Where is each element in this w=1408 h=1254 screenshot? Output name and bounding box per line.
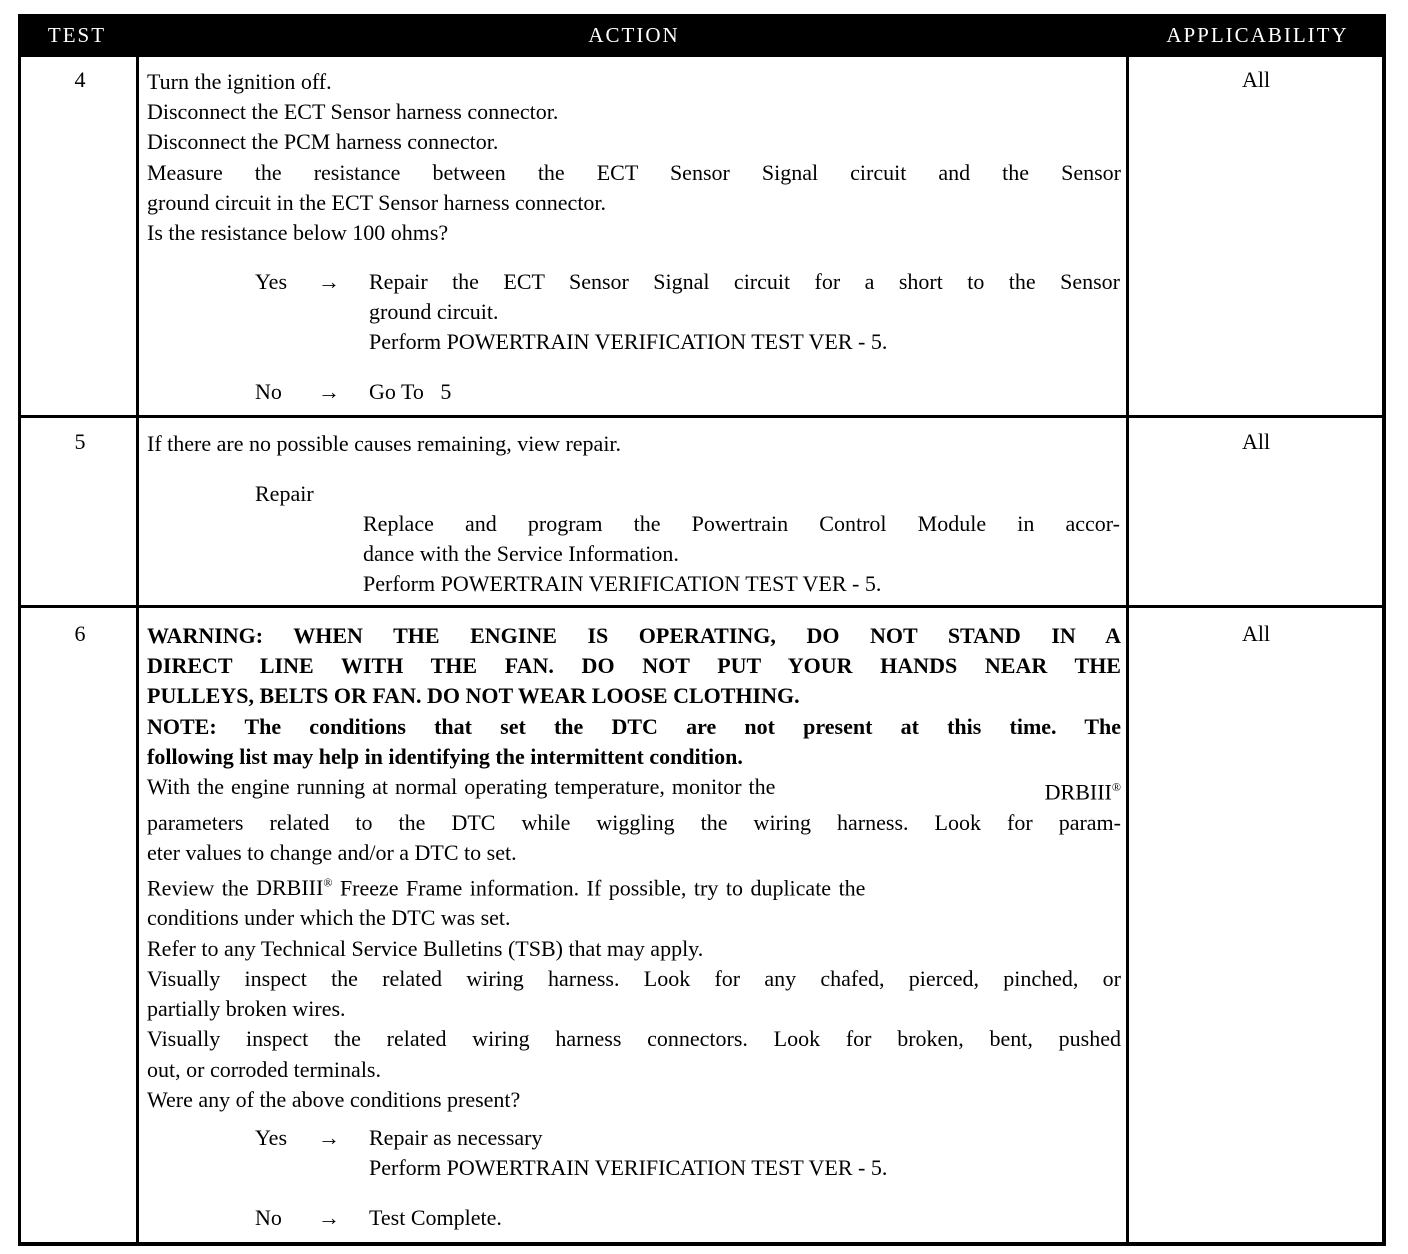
action-line: Disconnect the ECT Sensor harness connector. (147, 99, 559, 125)
arrow-icon: → (318, 269, 340, 294)
note-line: following list may help in identifying the intermittent condition. (147, 743, 743, 769)
action-line: Disconnect the PCM harness connector. (147, 129, 499, 155)
action-line: Review the DRBIII® Freeze Frame information. If possible, try to duplicate the (147, 875, 866, 901)
outcome-line: Perform POWERTRAIN VERIFICATION TEST VER - 5. (369, 329, 888, 355)
action-line: If there are no possible causes remaining, view repair. (147, 431, 622, 456)
outcome-line: Repair as necessary (369, 1125, 543, 1150)
applicability-value: All (1241, 67, 1271, 92)
action-text (147, 429, 1121, 459)
drbiii-term: DRBIII® (256, 875, 333, 901)
header-action: ACTION (588, 23, 680, 47)
test-number: 5 (74, 429, 86, 454)
outcome-line: ground circuit. (369, 299, 499, 325)
drbiii-term: DRBIII® (1044, 779, 1121, 805)
row-divider (18, 415, 1386, 418)
outcome-line: Replace and program the Powertrain Control Module in accor- (363, 511, 1120, 536)
outcome-line: dance with the Service Information. (363, 541, 679, 567)
header-applicability: APPLICABILITY (1166, 23, 1349, 47)
action-line: Turn the ignition off. (147, 69, 332, 94)
header-test: TEST (47, 23, 107, 47)
action-line: Visually inspect the related wiring harness connectors. Look for broken, bent, pushed (147, 1026, 1121, 1052)
action-line: partially broken wires. (147, 996, 346, 1022)
column-divider (1126, 14, 1129, 1246)
no-outcome: Go To 5 (369, 379, 452, 404)
no-label: No (255, 379, 282, 404)
repair-outcome (363, 509, 1120, 600)
action-line: ground circuit in the ECT Sensor harness connector. (147, 189, 607, 215)
test-number: 6 (74, 621, 86, 646)
yes-label: Yes (255, 269, 288, 294)
row-divider (18, 605, 1386, 608)
yes-label: Yes (255, 1125, 288, 1150)
no-outcome: Test Complete. (369, 1205, 502, 1230)
action-line: Visually inspect the related wiring harness. Look for any chafed, pierced, pinched, or (147, 965, 1121, 991)
test-number: 4 (74, 67, 86, 92)
action-text (147, 621, 1121, 1115)
outcome-line: Repair the ECT Sensor Signal circuit for a short to the Sensor (369, 269, 1120, 294)
arrow-icon: → (318, 1125, 340, 1150)
action-line: conditions under which the DTC was set. (147, 905, 511, 931)
action-text (147, 67, 1121, 248)
action-line: Measure the resistance between the ECT Sensor Signal circuit and the Sensor (147, 159, 1121, 185)
outcome-line: Perform POWERTRAIN VERIFICATION TEST VER - 5. (369, 1155, 888, 1181)
applicability-value: All (1241, 429, 1271, 454)
repair-label: Repair (255, 481, 314, 506)
action-line: Refer to any Technical Service Bulletins (TSB) that may apply. (147, 935, 704, 961)
arrow-icon: → (318, 1205, 340, 1230)
no-label: No (255, 1205, 282, 1230)
table-header (18, 14, 1386, 57)
action-line: Is the resistance below 100 ohms? (147, 220, 449, 246)
warning-line: WARNING: WHEN THE ENGINE IS OPERATING, DO NOT STAND IN A (147, 623, 1121, 648)
action-line: eter values to change and/or a DTC to set. (147, 839, 517, 865)
yes-outcome (369, 267, 1120, 358)
warning-line: PULLEYS, BELTS OR FAN. DO NOT WEAR LOOSE CLOTHING. (147, 683, 800, 709)
action-line: parameters related to the DTC while wiggling the wiring harness. Look for param- (147, 809, 1121, 835)
action-line (147, 772, 1121, 808)
action-line-text: With the engine running at normal operating temperature, monitor the (147, 774, 783, 800)
yes-outcome (369, 1123, 887, 1183)
applicability-value: All (1241, 621, 1271, 646)
warning-line: DIRECT LINE WITH THE FAN. DO NOT PUT YOUR HANDS NEAR THE (147, 653, 1121, 679)
action-line: Were any of the above conditions present? (147, 1086, 521, 1112)
action-line: out, or corroded terminals. (147, 1056, 381, 1082)
outcome-line: Perform POWERTRAIN VERIFICATION TEST VER - 5. (363, 571, 882, 597)
arrow-icon: → (318, 379, 340, 404)
note-line: NOTE: The conditions that set the DTC are not present at this time. The (147, 713, 1121, 739)
